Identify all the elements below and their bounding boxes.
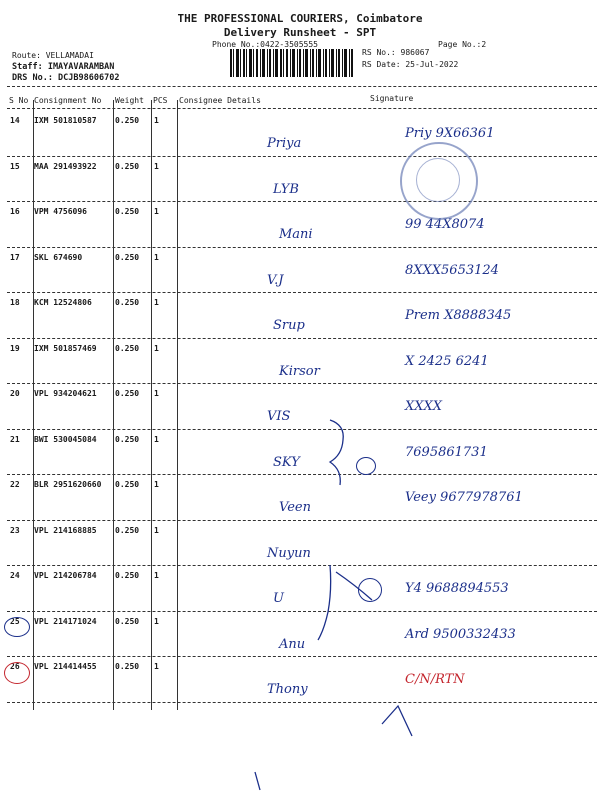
- row-consignment-no: IXM 501857469: [34, 343, 97, 353]
- row-consignment-no: IXM 501810587: [34, 116, 97, 125]
- row-pcs: 1: [154, 616, 159, 626]
- row-signature: X 2425 6241: [405, 353, 489, 369]
- row-serial-no: 23: [10, 525, 20, 535]
- row-weight: 0.250: [115, 298, 140, 307]
- row-consignee-name: Thony: [267, 682, 308, 697]
- row-consignee-name: Nuyun: [267, 545, 311, 561]
- route-label: Route: VELLAMADAI: [12, 51, 94, 60]
- row-serial-no: 24: [10, 571, 20, 580]
- row-weight: 0.250: [115, 616, 140, 626]
- col-consignee-details: Consignee Details: [179, 96, 261, 105]
- row-pcs: 1: [154, 480, 159, 489]
- row-weight: 0.250: [115, 343, 140, 353]
- row-pcs: 1: [154, 525, 159, 535]
- row-pcs: 1: [154, 662, 159, 671]
- row-signature: Ard 9500332433: [405, 626, 516, 642]
- row-signature: Prem X8888345: [405, 308, 512, 323]
- col-pcs: PCS: [153, 96, 168, 105]
- row-consignee-name: Srup: [273, 318, 305, 333]
- col-weight: Weight: [115, 96, 144, 105]
- phone-number: Phone No.:0422-3505555: [212, 40, 318, 49]
- row-consignee-name: Veen: [279, 500, 311, 515]
- row-signature: Veey 9677978761: [405, 490, 523, 505]
- row-serial-no: 15: [10, 161, 20, 171]
- row-consignment-no: VPL 214414455: [34, 662, 97, 671]
- row-serial-no: 18: [10, 298, 20, 307]
- row-serial-no: 14: [10, 116, 20, 125]
- row-consignment-no: VPL 214171024: [34, 616, 97, 626]
- row-serial-no: 20: [10, 389, 20, 398]
- drs-number: DRS No.: DCJB98606702: [12, 73, 120, 83]
- row-consignment-no: VPL 934204621: [34, 389, 97, 398]
- row-consignment-no: BWI 530045084: [34, 434, 97, 444]
- company-name: THE PROFESSIONAL COURIERS, Coimbatore: [177, 12, 423, 25]
- row-consignment-no: BLR 2951620660: [34, 480, 102, 489]
- row-signature: XXXX: [405, 399, 443, 414]
- row-weight: 0.250: [115, 116, 140, 125]
- row-consignment-no: VPL 214206784: [34, 571, 97, 580]
- row-consignment-no: VPL 214168885: [34, 525, 97, 535]
- row-consignee-name: LYB: [273, 181, 299, 197]
- row-consignee-name: Priya: [267, 136, 302, 151]
- staff-label: Staff: IMAYAVARAMBAN: [12, 62, 115, 72]
- col-consignment: Consignment No: [34, 96, 102, 105]
- row-weight: 0.250: [115, 161, 140, 171]
- row-weight: 0.250: [115, 252, 140, 262]
- runsheet-title: Delivery Runsheet - SPT: [223, 26, 377, 39]
- row-pcs: 1: [154, 298, 159, 307]
- row-serial-no: 19: [10, 343, 20, 353]
- row-serial-no: 26: [10, 662, 20, 671]
- row-consignee-name: VIS: [267, 409, 291, 424]
- row-pcs: 1: [154, 434, 159, 444]
- row-consignment-no: VPM 4756096: [34, 207, 87, 216]
- rs-number: RS No.: 986067: [362, 48, 430, 57]
- row-signature: 7695861731: [405, 444, 488, 460]
- row-pcs: 1: [154, 161, 159, 171]
- col-signature: Signature: [370, 94, 414, 103]
- row-consignee-name: SKY: [273, 454, 300, 470]
- row-serial-no: 16: [10, 207, 20, 216]
- page-number: Page No.:2: [438, 40, 487, 49]
- row-consignment-no: MAA 291493922: [34, 161, 97, 171]
- row-serial-no: 25: [10, 616, 20, 626]
- rs-date: RS Date: 25-Jul-2022: [362, 60, 459, 69]
- col-sno: S No: [9, 96, 29, 105]
- row-serial-no: 21: [10, 434, 20, 444]
- row-consignee-name: Anu: [279, 636, 306, 652]
- row-signature: Priy 9X66361: [405, 126, 495, 141]
- row-weight: 0.250: [115, 389, 140, 398]
- row-signature: 99 44X8074: [405, 217, 485, 232]
- row-pcs: 1: [154, 116, 159, 125]
- row-serial-no: 17: [10, 252, 20, 262]
- row-consignee-name: Mani: [279, 227, 313, 242]
- row-weight: 0.250: [115, 434, 140, 444]
- row-consignment-no: SKL 674690: [34, 252, 83, 262]
- row-consignee-name: U: [273, 591, 284, 606]
- row-serial-no: 22: [10, 480, 20, 489]
- row-weight: 0.250: [115, 207, 140, 216]
- row-consignment-no: KCM 12524806: [34, 298, 92, 307]
- row-weight: 0.250: [115, 480, 140, 489]
- row-consignee-name: V.J: [267, 272, 284, 288]
- row-signature: Y4 9688894553: [405, 581, 509, 596]
- row-consignee-name: Kirsor: [279, 363, 320, 379]
- row-pcs: 1: [154, 571, 159, 580]
- row-signature: C/N/RTN: [405, 672, 465, 687]
- row-pcs: 1: [154, 252, 159, 262]
- row-pcs: 1: [154, 343, 159, 353]
- row-weight: 0.250: [115, 571, 140, 580]
- row-pcs: 1: [154, 207, 159, 216]
- row-signature: 8XXX5653124: [405, 262, 499, 278]
- row-weight: 0.250: [115, 662, 140, 671]
- row-weight: 0.250: [115, 525, 140, 535]
- row-pcs: 1: [154, 389, 159, 398]
